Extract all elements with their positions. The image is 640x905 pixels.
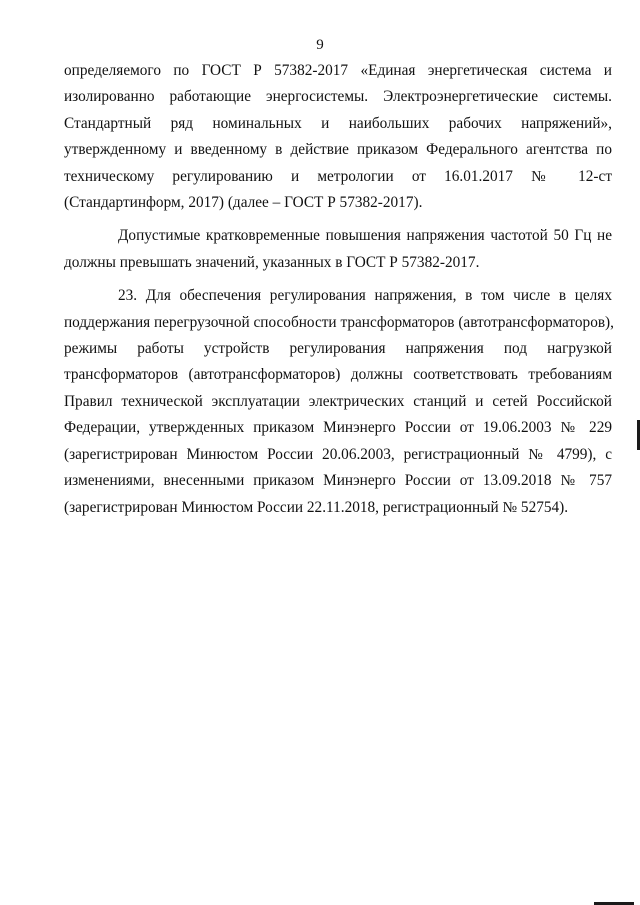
text-line: поддержания перегрузочной способности трансформаторов (автотрансформаторов), [64, 313, 614, 331]
text-line: (зарегистрирован Минюстом России 22.11.2018, регистрационный № 52754). [64, 498, 569, 516]
text-line: изменениями, внесенными приказом Минэнерго России от 13.09.2018 № 757 [64, 472, 612, 490]
text-line: техническому регулированию и метрологии от 16.01.2017 № 12-ст [64, 167, 612, 185]
paragraph-item-23 [64, 283, 612, 521]
text-line: Правил технической эксплуатации электрических станций и сетей Российской [64, 392, 612, 410]
text-line: 23. Для обеспечения регулирования напряжения, в том числе в целях [118, 287, 612, 305]
text-line: Стандартный ряд номинальных и наибольших рабочих напряжений», [64, 114, 612, 132]
paragraph-voltage-limits [64, 223, 612, 276]
text-line: утвержденному и введенному в действие приказом Федерального агентства по [64, 141, 612, 159]
text-line: должны превышать значений, указанных в ГОСТ Р 57382-2017. [64, 253, 480, 271]
text-line: изолированно работающие энергосистемы. Электроэнергетические системы. [64, 88, 612, 106]
paragraph-gost-reference [64, 58, 612, 216]
text-line: (зарегистрирован Минюстом России 20.06.2003, регистрационный № 4799), с [64, 445, 612, 463]
page-number: 9 [316, 37, 324, 53]
text-line: трансформаторов (автотрансформаторов) должны соответствовать требованиям [64, 366, 612, 384]
text-line: Федерации, утвержденных приказом Минэнерго России от 19.06.2003 № 229 [64, 419, 612, 437]
text-line: режимы работы устройств регулирования напряжения под нагрузкой [64, 340, 612, 358]
document-body [64, 58, 612, 528]
text-line: (Стандартинформ, 2017) (далее – ГОСТ Р 57382-2017). [64, 194, 423, 212]
text-line: определяемого по ГОСТ Р 57382-2017 «Единая энергетическая система и [64, 62, 612, 79]
text-line: Допустимые кратковременные повышения напряжения частотой 50 Гц не [118, 227, 612, 245]
